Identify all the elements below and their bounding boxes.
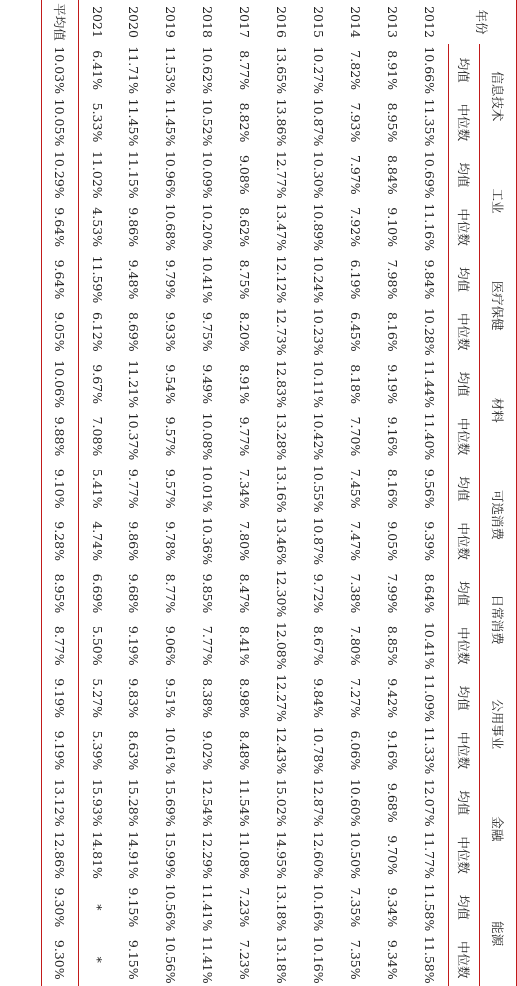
value-cell: 10.69% xyxy=(422,150,438,199)
table-body xyxy=(42,0,449,986)
value-cell: 13.65% xyxy=(274,46,290,94)
value-cell: * xyxy=(89,904,105,911)
median-header: 中位数 xyxy=(449,620,480,672)
value-cell: 7.82% xyxy=(348,50,364,91)
value-cell: 12.29% xyxy=(200,831,216,879)
table-row xyxy=(190,0,227,986)
value-cell: 7.35% xyxy=(348,939,364,980)
year-cell: 2014 xyxy=(348,6,364,38)
median-header: 中位数 xyxy=(449,724,480,776)
value-cell: 9.05% xyxy=(385,521,401,561)
value-cell: 8.77% xyxy=(163,573,179,614)
value-cell: 9.19% xyxy=(126,625,142,666)
value-cell: 10.06% xyxy=(42,358,79,410)
value-cell: 11.71% xyxy=(126,46,142,94)
value-cell: 7.80% xyxy=(348,625,364,666)
mean-header: 均值 xyxy=(449,567,480,619)
value-cell: 10.08% xyxy=(200,412,216,461)
value-cell: 12.83% xyxy=(274,360,290,408)
mean-header: 均值 xyxy=(449,149,480,201)
value-cell: 14.95% xyxy=(274,831,290,879)
value-cell: 8.62% xyxy=(237,207,253,247)
value-cell: 9.49% xyxy=(200,364,216,404)
value-cell: 9.08% xyxy=(237,154,253,195)
value-cell: 11.40% xyxy=(422,412,438,461)
mean-header: 均值 xyxy=(449,672,480,724)
value-cell: 9.42% xyxy=(385,678,401,718)
group-header: 金融 xyxy=(480,777,517,882)
value-cell: 9.54% xyxy=(163,364,179,404)
value-cell: 11.35% xyxy=(422,98,438,147)
value-cell: 9.57% xyxy=(163,468,179,509)
value-cell: 7.08% xyxy=(89,416,105,457)
value-cell: 11.33% xyxy=(422,726,438,775)
value-cell: 13.46% xyxy=(274,517,290,565)
value-cell: 12.07% xyxy=(422,778,438,827)
year-cell: 2021 xyxy=(89,6,105,38)
value-cell: 11.41% xyxy=(200,935,216,984)
group-header: 公用事业 xyxy=(480,672,517,777)
median-header: 中位数 xyxy=(449,829,480,881)
value-cell: 9.28% xyxy=(42,515,79,567)
value-cell: 10.11% xyxy=(311,360,327,408)
value-cell: 11.02% xyxy=(89,150,105,199)
value-cell: 8.82% xyxy=(237,102,253,143)
value-cell: 12.87% xyxy=(311,778,327,827)
value-cell: 10.68% xyxy=(163,203,179,251)
value-cell: 9.30% xyxy=(42,934,79,986)
median-header: 中位数 xyxy=(449,96,480,148)
value-cell: 6.69% xyxy=(89,573,105,614)
median-header: 中位数 xyxy=(449,306,480,358)
value-cell: 12.54% xyxy=(200,778,216,827)
sub-header-row xyxy=(449,0,480,986)
group-header: 工业 xyxy=(480,149,517,254)
value-cell: 7.23% xyxy=(237,887,253,928)
value-cell: 10.50% xyxy=(348,831,364,879)
mean-header: 均值 xyxy=(449,881,480,933)
value-cell: 10.09% xyxy=(200,150,216,199)
value-cell: 12.08% xyxy=(274,621,290,670)
value-cell: 8.91% xyxy=(385,50,401,91)
value-cell: 11.45% xyxy=(126,98,142,147)
value-cell: 10.52% xyxy=(200,98,216,147)
value-cell: 8.77% xyxy=(42,620,79,672)
value-cell: 9.72% xyxy=(311,573,327,614)
value-cell: 14.81% xyxy=(89,831,105,879)
value-cell: 7.98% xyxy=(385,259,401,300)
table-row xyxy=(412,0,449,986)
value-cell: 10.61% xyxy=(163,726,179,775)
value-cell: 12.77% xyxy=(274,150,290,199)
value-cell: 10.20% xyxy=(200,203,216,251)
value-cell: 10.28% xyxy=(422,307,438,356)
value-cell: 10.42% xyxy=(311,412,327,461)
value-cell: 13.86% xyxy=(274,98,290,147)
value-cell: * xyxy=(89,956,105,963)
value-cell: 10.03% xyxy=(42,44,79,96)
value-cell: 10.96% xyxy=(163,150,179,199)
value-cell: 10.01% xyxy=(200,464,216,513)
year-header: 年份 xyxy=(474,9,490,35)
year-cell: 2020 xyxy=(126,6,142,38)
value-cell: 8.41% xyxy=(237,625,253,666)
value-cell: 8.38% xyxy=(200,678,216,718)
value-cell: 11.41% xyxy=(200,883,216,932)
value-cell: 12.43% xyxy=(274,726,290,775)
value-cell: 12.27% xyxy=(274,674,290,722)
value-cell: 9.19% xyxy=(42,672,79,724)
value-cell: 10.05% xyxy=(42,96,79,148)
value-cell: 12.60% xyxy=(311,831,327,879)
value-cell: 9.64% xyxy=(42,201,79,253)
value-cell: 9.77% xyxy=(126,468,142,509)
value-cell: 13.18% xyxy=(274,935,290,984)
value-cell: 8.75% xyxy=(237,259,253,300)
value-cell: 8.95% xyxy=(385,102,401,143)
value-cell: 6.41% xyxy=(89,50,105,91)
group-header: 可选消费 xyxy=(480,463,517,568)
value-cell: 12.30% xyxy=(274,569,290,618)
value-cell: 9.83% xyxy=(126,678,142,718)
table-row xyxy=(153,0,190,986)
value-cell: 10.66% xyxy=(422,46,438,94)
value-cell: 8.84% xyxy=(385,154,401,195)
table-row xyxy=(116,0,153,986)
value-cell: 7.45% xyxy=(348,468,364,509)
value-cell: 7.77% xyxy=(200,625,216,666)
value-cell: 11.58% xyxy=(422,935,438,984)
year-cell: 平均值 xyxy=(42,0,79,44)
value-cell: 10.16% xyxy=(311,883,327,932)
value-cell: 9.93% xyxy=(163,311,179,352)
value-cell: 7.34% xyxy=(237,468,253,509)
value-cell: 9.77% xyxy=(237,416,253,457)
year-cell: 2018 xyxy=(200,6,216,38)
value-cell: 12.86% xyxy=(42,829,79,881)
value-cell: 9.57% xyxy=(163,416,179,457)
median-header: 中位数 xyxy=(449,410,480,462)
value-cell: 9.16% xyxy=(385,730,401,771)
mean-header: 均值 xyxy=(449,463,480,515)
value-cell: 9.78% xyxy=(163,521,179,561)
value-cell: 15.02% xyxy=(274,778,290,827)
value-cell: 11.44% xyxy=(422,360,438,408)
median-header: 中位数 xyxy=(449,934,480,986)
value-cell: 9.68% xyxy=(385,782,401,823)
value-cell: 12.12% xyxy=(274,255,290,304)
value-cell: 9.39% xyxy=(422,521,438,561)
value-cell: 7.27% xyxy=(348,678,364,718)
value-cell: 15.99% xyxy=(163,831,179,879)
value-cell: 7.97% xyxy=(348,154,364,195)
value-cell: 9.16% xyxy=(385,416,401,457)
value-cell: 9.88% xyxy=(42,410,79,462)
value-cell: 15.93% xyxy=(89,778,105,827)
value-cell: 9.64% xyxy=(42,253,79,305)
value-cell: 13.47% xyxy=(274,203,290,251)
returns-table xyxy=(41,0,517,986)
value-cell: 9.86% xyxy=(126,207,142,247)
value-cell: 12.73% xyxy=(274,307,290,356)
value-cell: 9.10% xyxy=(385,207,401,247)
value-cell: 4.53% xyxy=(89,207,105,247)
value-cell: 10.89% xyxy=(311,203,327,251)
value-cell: 11.08% xyxy=(237,831,253,879)
value-cell: 8.48% xyxy=(237,730,253,771)
value-cell: 8.95% xyxy=(42,567,79,619)
average-row xyxy=(42,0,79,986)
value-cell: 10.62% xyxy=(200,46,216,94)
value-cell: 9.34% xyxy=(385,887,401,928)
value-cell: 5.50% xyxy=(89,625,105,666)
value-cell: 11.09% xyxy=(422,674,438,722)
value-cell: 8.77% xyxy=(237,50,253,91)
value-cell: 5.27% xyxy=(89,678,105,718)
value-cell: 7.38% xyxy=(348,573,364,614)
value-cell: 7.99% xyxy=(385,573,401,614)
value-cell: 11.58% xyxy=(422,883,438,932)
value-cell: 10.23% xyxy=(311,307,327,356)
year-cell: 2016 xyxy=(274,6,290,38)
value-cell: 13.16% xyxy=(274,464,290,513)
value-cell: 8.20% xyxy=(237,311,253,352)
value-cell: 9.10% xyxy=(42,463,79,515)
value-cell: 11.54% xyxy=(237,778,253,827)
value-cell: 8.16% xyxy=(385,468,401,509)
table-row xyxy=(264,0,301,986)
median-header: 中位数 xyxy=(449,515,480,567)
table-row xyxy=(79,0,116,986)
value-cell: 9.67% xyxy=(89,364,105,404)
value-cell: 7.23% xyxy=(237,939,253,980)
value-cell: 11.21% xyxy=(126,360,142,408)
year-cell: 2017 xyxy=(237,6,253,38)
table-row xyxy=(375,0,412,986)
value-cell: 8.63% xyxy=(126,730,142,771)
group-header: 材料 xyxy=(480,358,517,463)
value-cell: 15.28% xyxy=(126,778,142,827)
value-cell: 9.19% xyxy=(385,364,401,404)
mean-header: 均值 xyxy=(449,44,480,96)
value-cell: 7.47% xyxy=(348,521,364,561)
value-cell: 9.30% xyxy=(42,881,79,933)
value-cell: 9.79% xyxy=(163,259,179,300)
value-cell: 6.19% xyxy=(348,259,364,300)
median-header: 中位数 xyxy=(449,201,480,253)
year-cell: 2015 xyxy=(311,6,327,38)
group-header-row xyxy=(480,0,517,986)
value-cell: 9.84% xyxy=(311,678,327,718)
mean-header: 均值 xyxy=(449,253,480,305)
value-cell: 8.64% xyxy=(422,573,438,614)
group-header: 能源 xyxy=(480,881,517,986)
value-cell: 9.06% xyxy=(163,625,179,666)
mean-header: 均值 xyxy=(449,358,480,410)
group-header: 医疗保健 xyxy=(480,253,517,358)
value-cell: 11.45% xyxy=(163,98,179,147)
value-cell: 10.56% xyxy=(163,883,179,932)
value-cell: 10.55% xyxy=(311,464,327,513)
value-cell: 13.18% xyxy=(274,883,290,932)
mean-header: 均值 xyxy=(449,777,480,829)
value-cell: 10.56% xyxy=(163,935,179,984)
value-cell: 7.70% xyxy=(348,416,364,457)
value-cell: 8.85% xyxy=(385,625,401,666)
value-cell: 15.69% xyxy=(163,778,179,827)
value-cell: 8.16% xyxy=(385,311,401,352)
value-cell: 9.70% xyxy=(385,835,401,875)
table-row xyxy=(338,0,375,986)
value-cell: 5.33% xyxy=(89,102,105,143)
value-cell: 7.80% xyxy=(237,521,253,561)
value-cell: 6.12% xyxy=(89,311,105,352)
value-cell: 8.67% xyxy=(311,625,327,666)
value-cell: 8.91% xyxy=(237,364,253,404)
value-cell: 9.75% xyxy=(200,311,216,352)
table-row xyxy=(301,0,338,986)
year-cell: 2012 xyxy=(422,6,438,38)
value-cell: 10.87% xyxy=(311,98,327,147)
value-cell: 9.05% xyxy=(42,306,79,358)
value-cell: 11.15% xyxy=(126,150,142,199)
value-cell: 7.93% xyxy=(348,102,364,143)
value-cell: 10.37% xyxy=(126,412,142,461)
value-cell: 11.53% xyxy=(163,46,179,94)
value-cell: 9.86% xyxy=(126,521,142,561)
year-cell: 2013 xyxy=(385,6,401,38)
value-cell: 8.98% xyxy=(237,678,253,718)
value-cell: 10.36% xyxy=(200,517,216,565)
value-cell: 9.56% xyxy=(422,468,438,509)
value-cell: 9.19% xyxy=(42,724,79,776)
value-cell: 10.78% xyxy=(311,726,327,775)
value-cell: 5.39% xyxy=(89,730,105,771)
table-row xyxy=(227,0,264,986)
value-cell: 10.30% xyxy=(311,150,327,199)
value-cell: 9.84% xyxy=(422,259,438,300)
year-cell: 2019 xyxy=(163,6,179,38)
value-cell: 8.18% xyxy=(348,364,364,404)
value-cell: 14.91% xyxy=(126,831,142,879)
value-cell: 10.41% xyxy=(200,255,216,304)
value-cell: 9.51% xyxy=(163,678,179,718)
value-cell: 10.60% xyxy=(348,778,364,827)
value-cell: 10.29% xyxy=(42,149,79,201)
group-header: 日常消费 xyxy=(480,567,517,672)
value-cell: 13.12% xyxy=(42,777,79,829)
group-header: 信息技术 xyxy=(480,44,517,149)
value-cell: 9.85% xyxy=(200,573,216,614)
value-cell: 6.45% xyxy=(348,311,364,352)
value-cell: 10.87% xyxy=(311,517,327,565)
value-cell: 11.77% xyxy=(422,831,438,879)
value-cell: 7.35% xyxy=(348,887,364,928)
value-cell: 9.48% xyxy=(126,259,142,300)
value-cell: 9.15% xyxy=(126,939,142,980)
value-cell: 9.68% xyxy=(126,573,142,614)
value-cell: 13.28% xyxy=(274,412,290,461)
value-cell: 10.24% xyxy=(311,255,327,304)
value-cell: 11.16% xyxy=(422,203,438,251)
value-cell: 6.06% xyxy=(348,730,364,771)
value-cell: 10.27% xyxy=(311,46,327,94)
value-cell: 9.02% xyxy=(200,730,216,771)
value-cell: 9.15% xyxy=(126,887,142,928)
value-cell: 10.41% xyxy=(422,621,438,670)
value-cell: 5.41% xyxy=(89,468,105,509)
value-cell: 7.92% xyxy=(348,207,364,247)
value-cell: 4.74% xyxy=(89,521,105,561)
value-cell: 8.69% xyxy=(126,311,142,352)
value-cell: 9.34% xyxy=(385,939,401,980)
value-cell: 10.16% xyxy=(311,935,327,984)
value-cell: 11.59% xyxy=(89,255,105,304)
value-cell: 8.47% xyxy=(237,573,253,614)
